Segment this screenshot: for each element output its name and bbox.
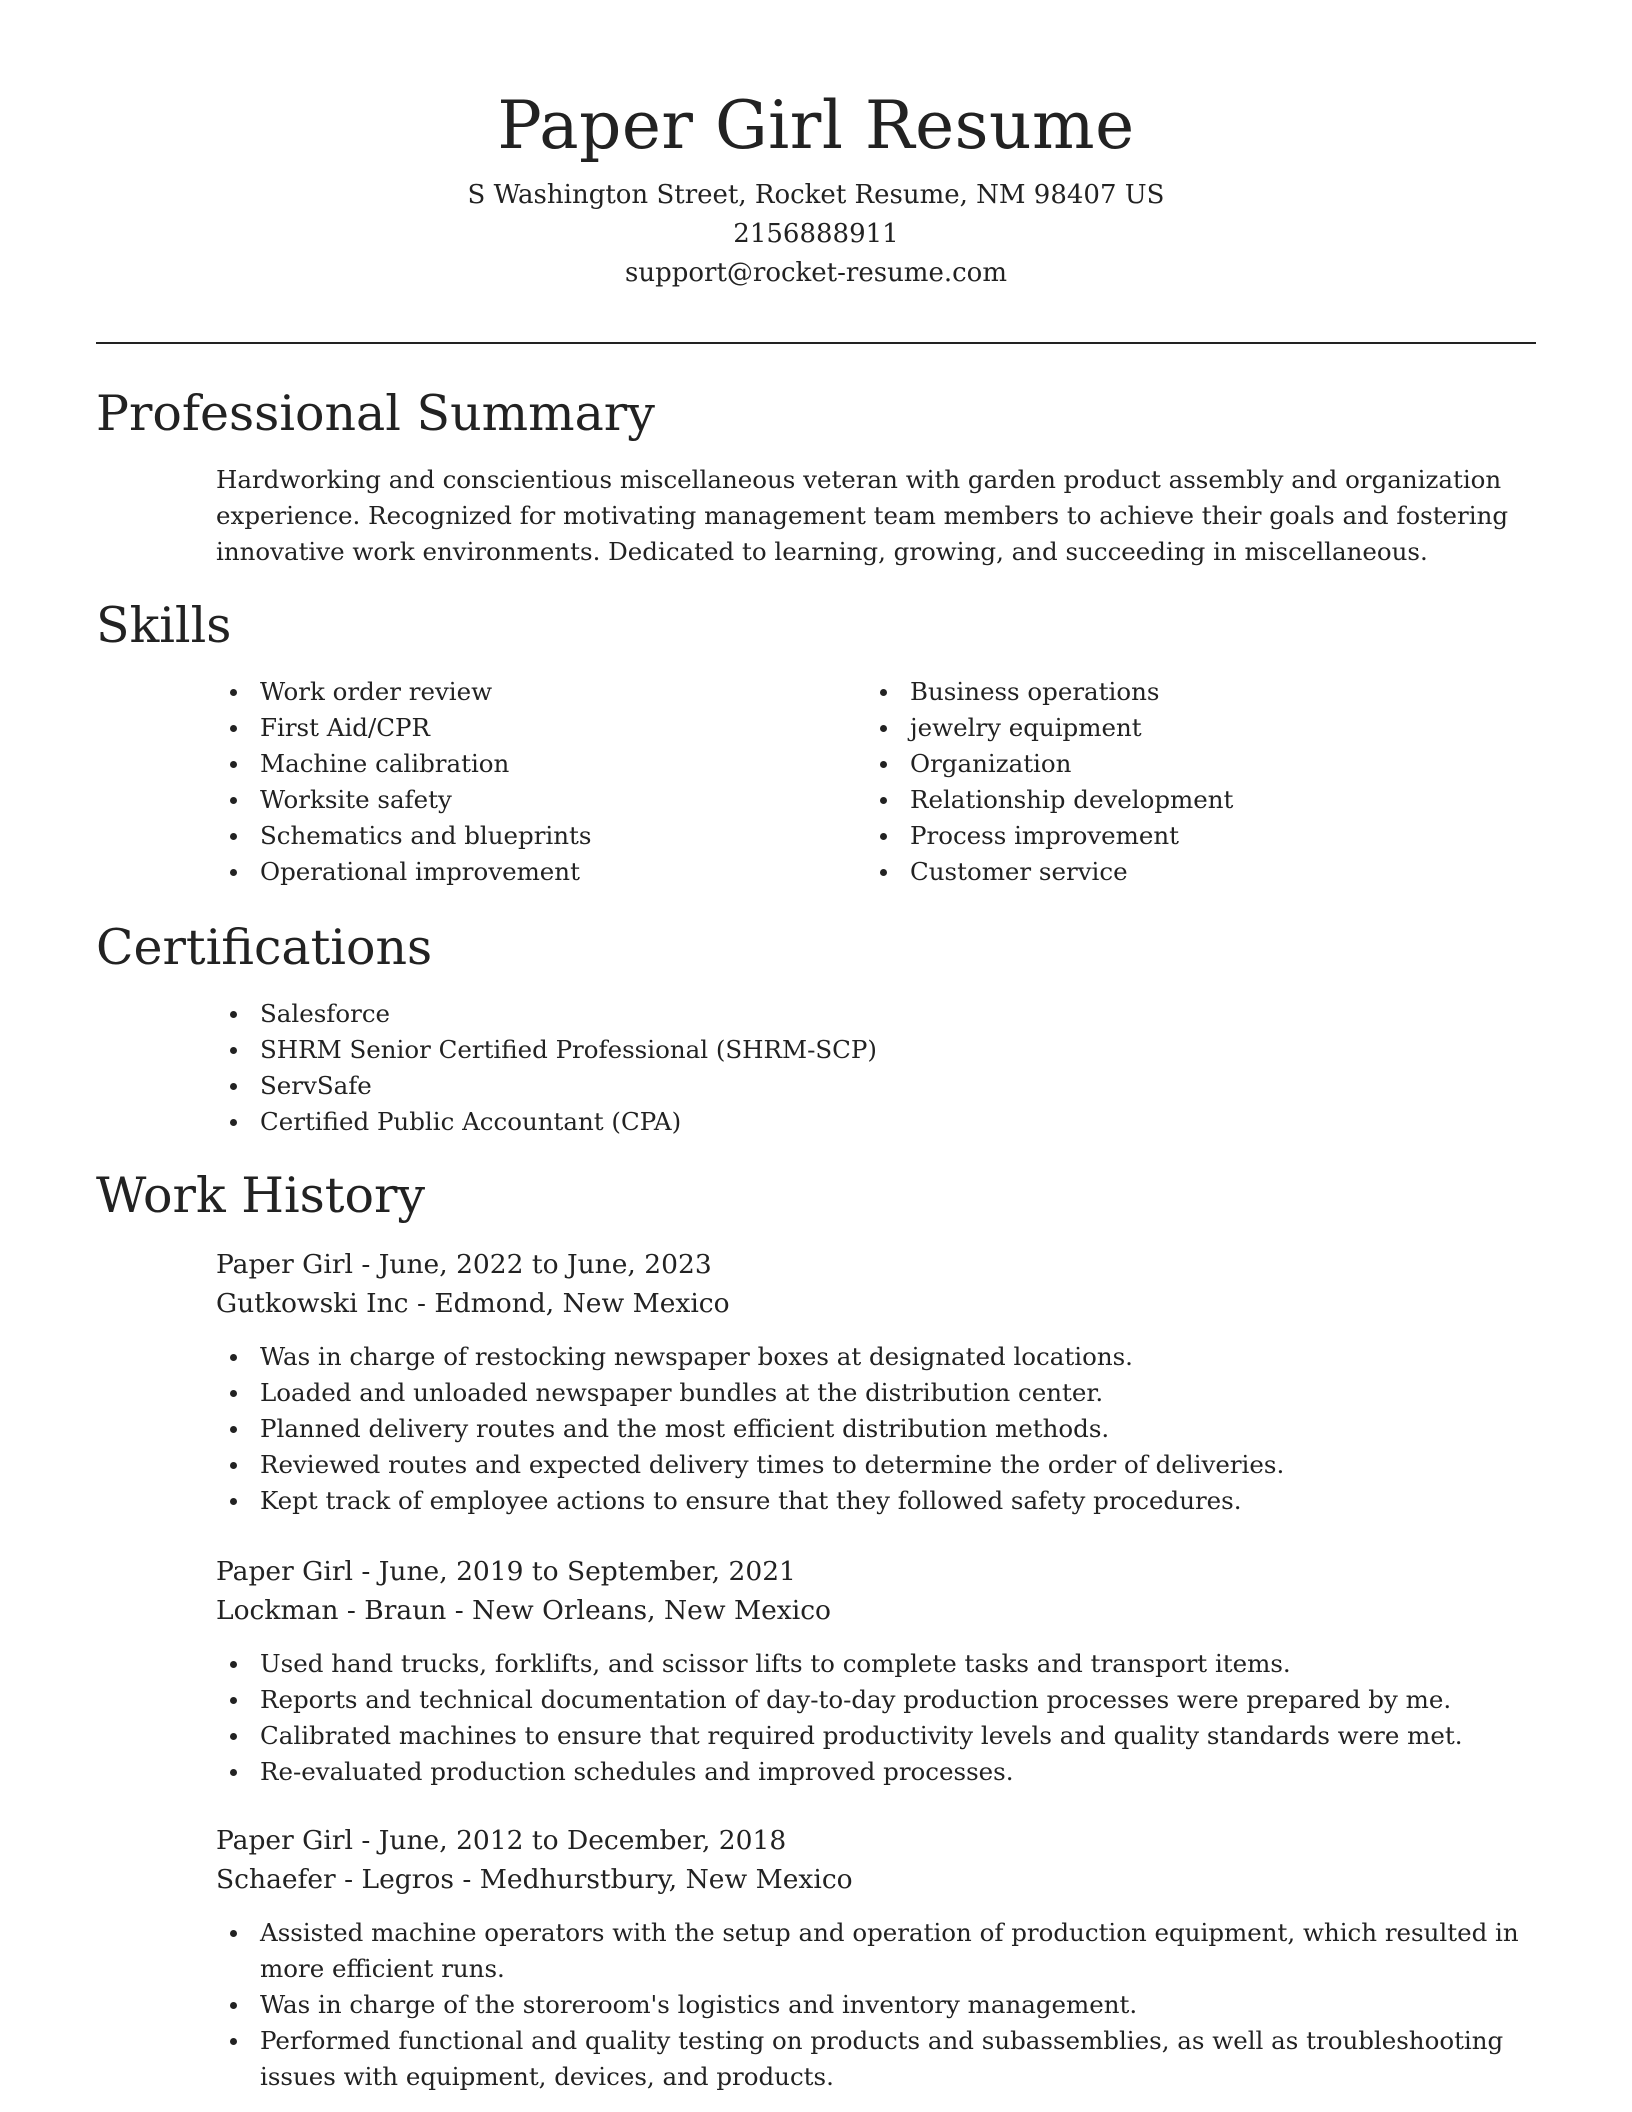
certifications-list <box>216 996 1536 1140</box>
skills-list-left <box>216 674 816 890</box>
job-duty: Was in charge of restocking newspaper boxes at designated locations. <box>216 1339 1536 1375</box>
job-company-line: Schaefer - Legros - Medhurstbury, New Mexico <box>216 1864 853 1895</box>
job-duty: Planned delivery routes and the most efficient distribution methods. <box>216 1411 1536 1447</box>
resume-name: Paper Girl Resume <box>497 87 1135 164</box>
job-duties <box>216 1646 1536 1790</box>
job-title-line: Paper Girl - June, 2022 to June, 2023 <box>216 1249 712 1280</box>
job-company-line: Gutkowski Inc - Edmond, New Mexico <box>216 1288 730 1319</box>
job-duty: Reports and technical documentation of day-to-day production processes were prepared by me. <box>216 1682 1536 1718</box>
skill-item: Relationship development <box>866 782 1536 818</box>
skill-item: Customer service <box>866 854 1536 890</box>
skill-item: Worksite safety <box>216 782 816 818</box>
email: support@rocket-resume.com <box>624 258 1007 288</box>
job-duties <box>216 1915 1536 2095</box>
job-title-line: Paper Girl - June, 2012 to December, 2018 <box>216 1825 787 1856</box>
skill-item: Work order review <box>216 674 816 710</box>
phone: 2156888911 <box>733 219 899 249</box>
job-entry <box>216 1552 1536 1790</box>
job-title: Paper Girl <box>216 1556 353 1587</box>
job-dates: June, 2019 to September, 2021 <box>378 1556 796 1587</box>
certification-item: Certified Public Accountant (CPA) <box>216 1104 1536 1140</box>
job-location: New Orleans, New Mexico <box>472 1595 831 1626</box>
job-location: Medhurstbury, New Mexico <box>479 1864 853 1895</box>
summary-heading: Professional Summary <box>96 385 655 442</box>
skill-item: jewelry equipment <box>866 710 1536 746</box>
header-divider <box>96 342 1536 344</box>
certifications-heading: Certifications <box>96 919 433 976</box>
skills-list-right <box>866 674 1536 890</box>
job-title-line: Paper Girl - June, 2019 to September, 2021 <box>216 1556 796 1587</box>
job-company: Gutkowski Inc <box>216 1288 409 1319</box>
job-title: Paper Girl <box>216 1249 353 1280</box>
job-company: Schaefer - Legros <box>216 1864 454 1895</box>
job-duty: Re-evaluated production schedules and improved processes. <box>216 1754 1536 1790</box>
job-dates: June, 2022 to June, 2023 <box>378 1249 712 1280</box>
skill-item: Process improvement <box>866 818 1536 854</box>
job-duty: Kept track of employee actions to ensure that they followed safety procedures. <box>216 1483 1536 1519</box>
skill-item: Machine calibration <box>216 746 816 782</box>
job-dates: June, 2012 to December, 2018 <box>378 1825 787 1856</box>
skill-item: Business operations <box>866 674 1536 710</box>
skill-item: Organization <box>866 746 1536 782</box>
resume-header <box>96 76 1536 293</box>
job-company: Lockman - Braun <box>216 1595 447 1626</box>
job-entry <box>216 1245 1536 1519</box>
job-duty: Was in charge of the storeroom's logistics and inventory management. <box>216 1987 1536 2023</box>
job-duty: Performed functional and quality testing on products and subassemblies, as well as troubleshooting issues with equipment, devices, and products. <box>216 2023 1536 2095</box>
job-duty: Calibrated machines to ensure that required productivity levels and quality standards were met. <box>216 1718 1536 1754</box>
job-title: Paper Girl <box>216 1825 353 1856</box>
job-location: Edmond, New Mexico <box>434 1288 730 1319</box>
job-duty: Reviewed routes and expected delivery times to determine the order of deliveries. <box>216 1447 1536 1483</box>
address: S Washington Street, Rocket Resume, NM 98407 US <box>467 180 1165 210</box>
work-history-heading: Work History <box>96 1167 426 1224</box>
skill-item: First Aid/CPR <box>216 710 816 746</box>
summary-text: Hardworking and conscientious miscellaneous veteran with garden product assembly and organization experience. Recognized for motivating management team members to achieve their goals and fostering innovative work environments. Dedicated to learning, growing, and succeeding in miscellaneous. <box>216 465 1509 566</box>
certification-item: Salesforce <box>216 996 1536 1032</box>
skill-item: Operational improvement <box>216 854 816 890</box>
job-entry <box>216 1821 1536 2095</box>
certification-item: ServSafe <box>216 1068 1536 1104</box>
skills-heading: Skills <box>96 597 232 654</box>
job-company-line: Lockman - Braun - New Orleans, New Mexico <box>216 1595 831 1626</box>
skill-item: Schematics and blueprints <box>216 818 816 854</box>
job-duty: Loaded and unloaded newspaper bundles at the distribution center. <box>216 1375 1536 1411</box>
job-duty: Used hand trucks, forklifts, and scissor lifts to complete tasks and transport items. <box>216 1646 1536 1682</box>
job-duties <box>216 1339 1536 1519</box>
certification-item: SHRM Senior Certified Professional (SHRM-SCP) <box>216 1032 1536 1068</box>
job-duty: Assisted machine operators with the setup and operation of production equipment, which resulted in more efficient runs. <box>216 1915 1536 1987</box>
